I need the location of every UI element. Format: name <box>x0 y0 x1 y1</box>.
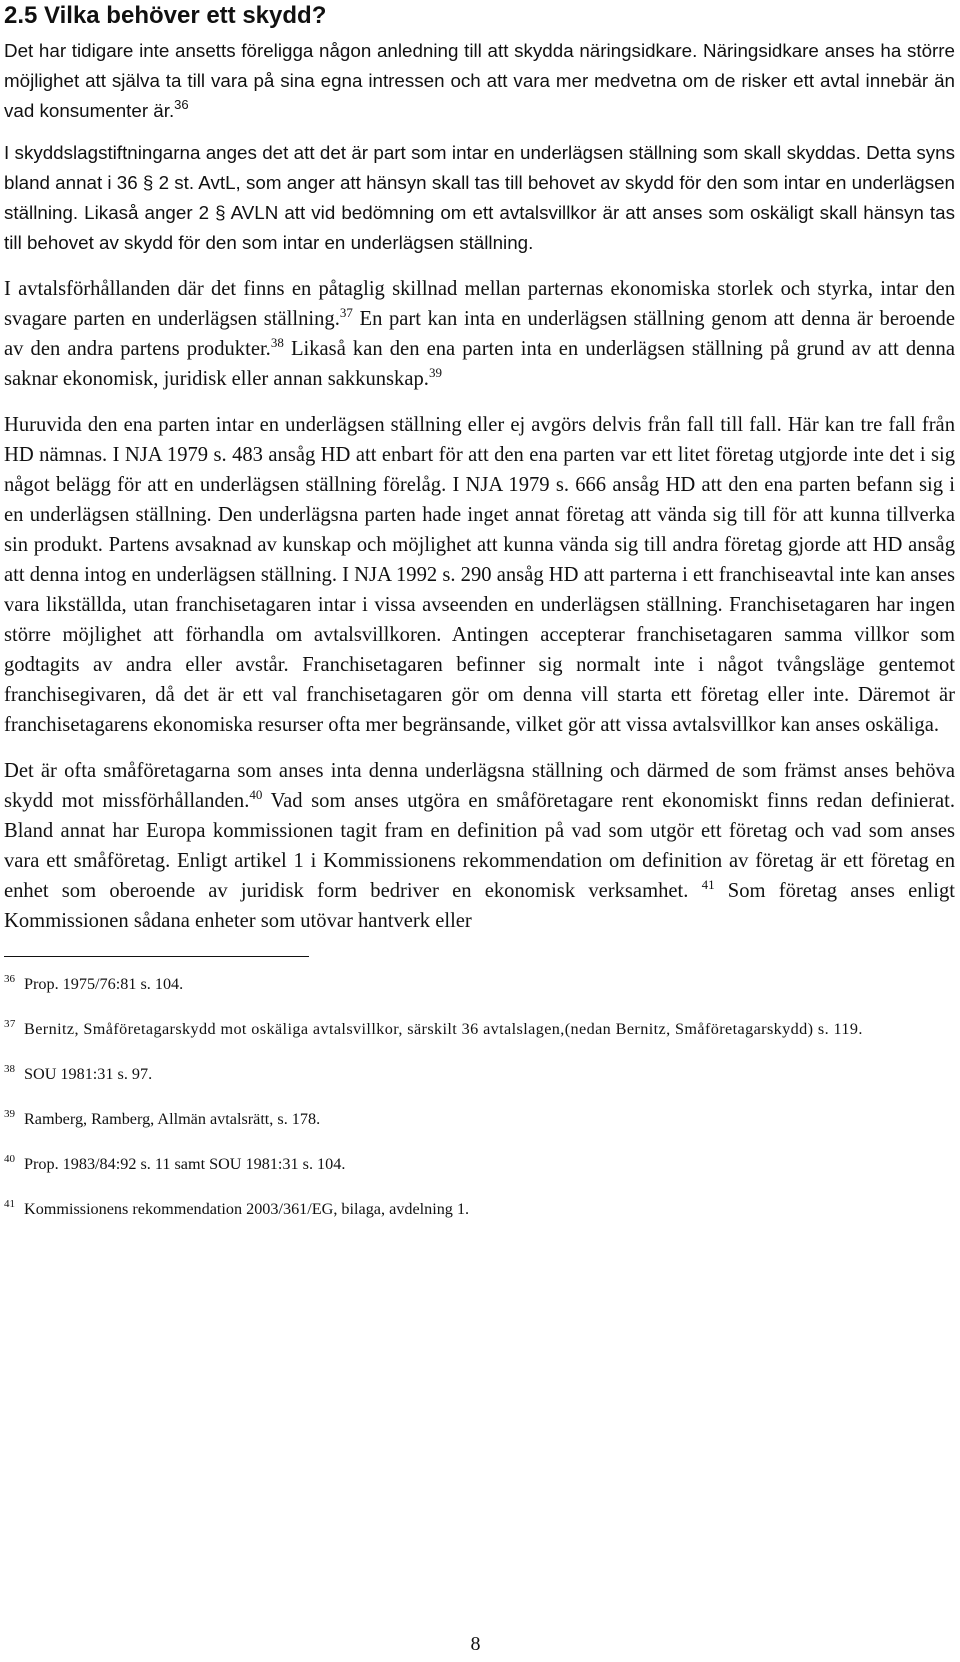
footnote-36: 36 Prop. 1975/76:81 s. 104. <box>4 973 184 993</box>
footnote-ref-37[interactable]: 37 <box>339 305 353 320</box>
footnote-38: 38 SOU 1981:31 s. 97. <box>4 1063 153 1083</box>
footnote-ref-36[interactable]: 36 <box>174 97 189 112</box>
footnote-ref-40[interactable]: 40 <box>249 787 263 802</box>
footnote-ref-41[interactable]: 41 <box>701 877 715 892</box>
footnote-separator <box>4 956 309 957</box>
footnote-text: Ramberg, Ramberg, Allmän avtalsrätt, s. 178. <box>24 1110 321 1128</box>
paragraph-intro-text: Det har tidigare inte ansetts föreligga någon anledning till att skydda näringsidkare. Näringsidkare anses ha större möjlighet att själva ta till vara på sina egna intressen och att vara mer medvetna om de risker ett avtal innebär än vad konsumenter är. <box>4 40 955 121</box>
footnote-text: Prop. 1983/84:92 s. 11 samt SOU 1981:31 s. 104. <box>24 1155 346 1173</box>
section-heading: 2.5 Vilka behöver ett skydd? <box>4 2 327 29</box>
footnote-40: 40 Prop. 1983/84:92 s. 11 samt SOU 1981:31 s. 104. <box>4 1153 346 1173</box>
paragraph-text: Likaså kan den ena parten inta en underlägsen ställning på grund av att denna saknar ekonomisk, juridisk eller annan sakkunskap. <box>4 338 955 390</box>
document-page <box>4 0 955 1243</box>
paragraph-case-law: Huruvida den ena parten intar en underlägsen ställning eller ej avgörs delvis från fall till fall. Här kan tre fall från HD nämnas. I NJA 1979 s. 483 ansåg HD att enbart för att den ena parten var ett litet företag utgjorde inte det i sig något belägg för att en underlägsen ställning förelåg. I NJA 1979 s. 666 ansåg HD att den ena parten befann sig i en underlägsen ställning. Den underlägsna parten hade inget annat företag att vända sig till för att kunna tillverka sin produkt. Partens avsaknad av kunskap och möjlighet att kunna vända sig till andra företag gjorde att HD ansåg att denna intog en underlägsen ställning. I NJA 1992 s. 290 ansåg HD att parterna i ett franchiseavtal inte kan anses vara likställda, utan franchisetagaren intar i vissa avseenden en underlägsen ställning. Franchisetagaren har ingen större möjlighet att förhandla om avtalsvillkoren. Antingen accepterar franchisetagaren samma villkor som godtagits av andra eller avstår. Franchisetagaren befinner sig normalt inte i något tvångsläge gentemot franchisegivaren, då det är ett val franchisetagaren gör om denna vill starta ett företag eller inte. Däremot är franchisetagarens ekonomiska resurser ofta mer begränsande, vilket gör att vissa avtalsvillkor kan anses oskäliga. <box>4 414 955 736</box>
paragraph-text: Vad som anses utgöra en småföretagare rent ekonomiskt finns redan definierat. Bland annat har Europa kommissionen tagit fram en definition på vad som utgör ett företag och vad som anses vara ett småföretag. Enligt artikel 1 i Kommissionens rekommendation om definition av företag är ett företag en enhet som oberoende av juridisk form bedriver en ekonomisk verksamhet. <box>4 790 955 902</box>
paragraph-intro <box>4 36 955 126</box>
footnote-text: Bernitz, Småföretagarskydd mot oskäliga avtalsvillkor, särskilt 36 avtalslagen,(nedan Bernitz, Småföretagarskydd) s. 119. <box>24 1020 863 1038</box>
paragraph-inferior-position <box>4 274 955 394</box>
footnotes-list <box>4 973 955 1221</box>
footnote-ref-38[interactable]: 38 <box>270 335 284 350</box>
footnote-text: SOU 1981:31 s. 97. <box>24 1065 153 1083</box>
paragraph-text: Det är ofta småföretagarna som anses inta denna underlägsna ställning och därmed de som främst anses behöva skydd mot missförhållanden. <box>4 760 955 812</box>
footnote-41: 41 Kommissionens rekommendation 2003/361/EG, bilaga, avdelning 1. <box>4 1198 470 1218</box>
paragraph-text: Som företag anses enligt Kommissionen sådana enheter som utövar hantverk eller <box>4 880 955 932</box>
paragraph-text: En part kan inta en underlägsen ställning genom att denna är beroende av den andra partens produkter. <box>4 308 955 360</box>
footnote-text: Kommissionens rekommendation 2003/361/EG, bilaga, avdelning 1. <box>24 1200 470 1218</box>
footnote-ref-39[interactable]: 39 <box>428 365 442 380</box>
paragraph-protection-laws: I skyddslagstiftningarna anges det att det är part som intar en underlägsen ställning som skall skyddas. Detta syns bland annat i 36 § 2 st. AvtL, som anger att hänsyn skall tas till behovet av skydd för den som intar en underlägsen ställning. Likaså anger 2 § AVLN att vid bedömning om ett avtalsvillkor är att anses som oskäligt skall hänsyn tas till behovet av skydd för den som intar en underlägsen ställning. <box>4 142 955 253</box>
paragraph-text: I avtalsförhållanden där det finns en påtaglig skillnad mellan parternas ekonomiska storlek och styrka, intar den svagare parten en underlägsen ställning. <box>4 278 955 330</box>
footnote-39: 39 Ramberg, Ramberg, Allmän avtalsrätt, s. 178. <box>4 1108 321 1128</box>
page-number: 8 <box>470 1633 481 1655</box>
paragraph-small-business <box>4 756 955 936</box>
footnote-text: Prop. 1975/76:81 s. 104. <box>24 975 184 993</box>
footnote-37: 37 Bernitz, Småföretagarskydd mot oskäliga avtalsvillkor, särskilt 36 avtalslagen,(nedan Bernitz, Småföretagarskydd) s. 119. <box>4 1018 863 1038</box>
